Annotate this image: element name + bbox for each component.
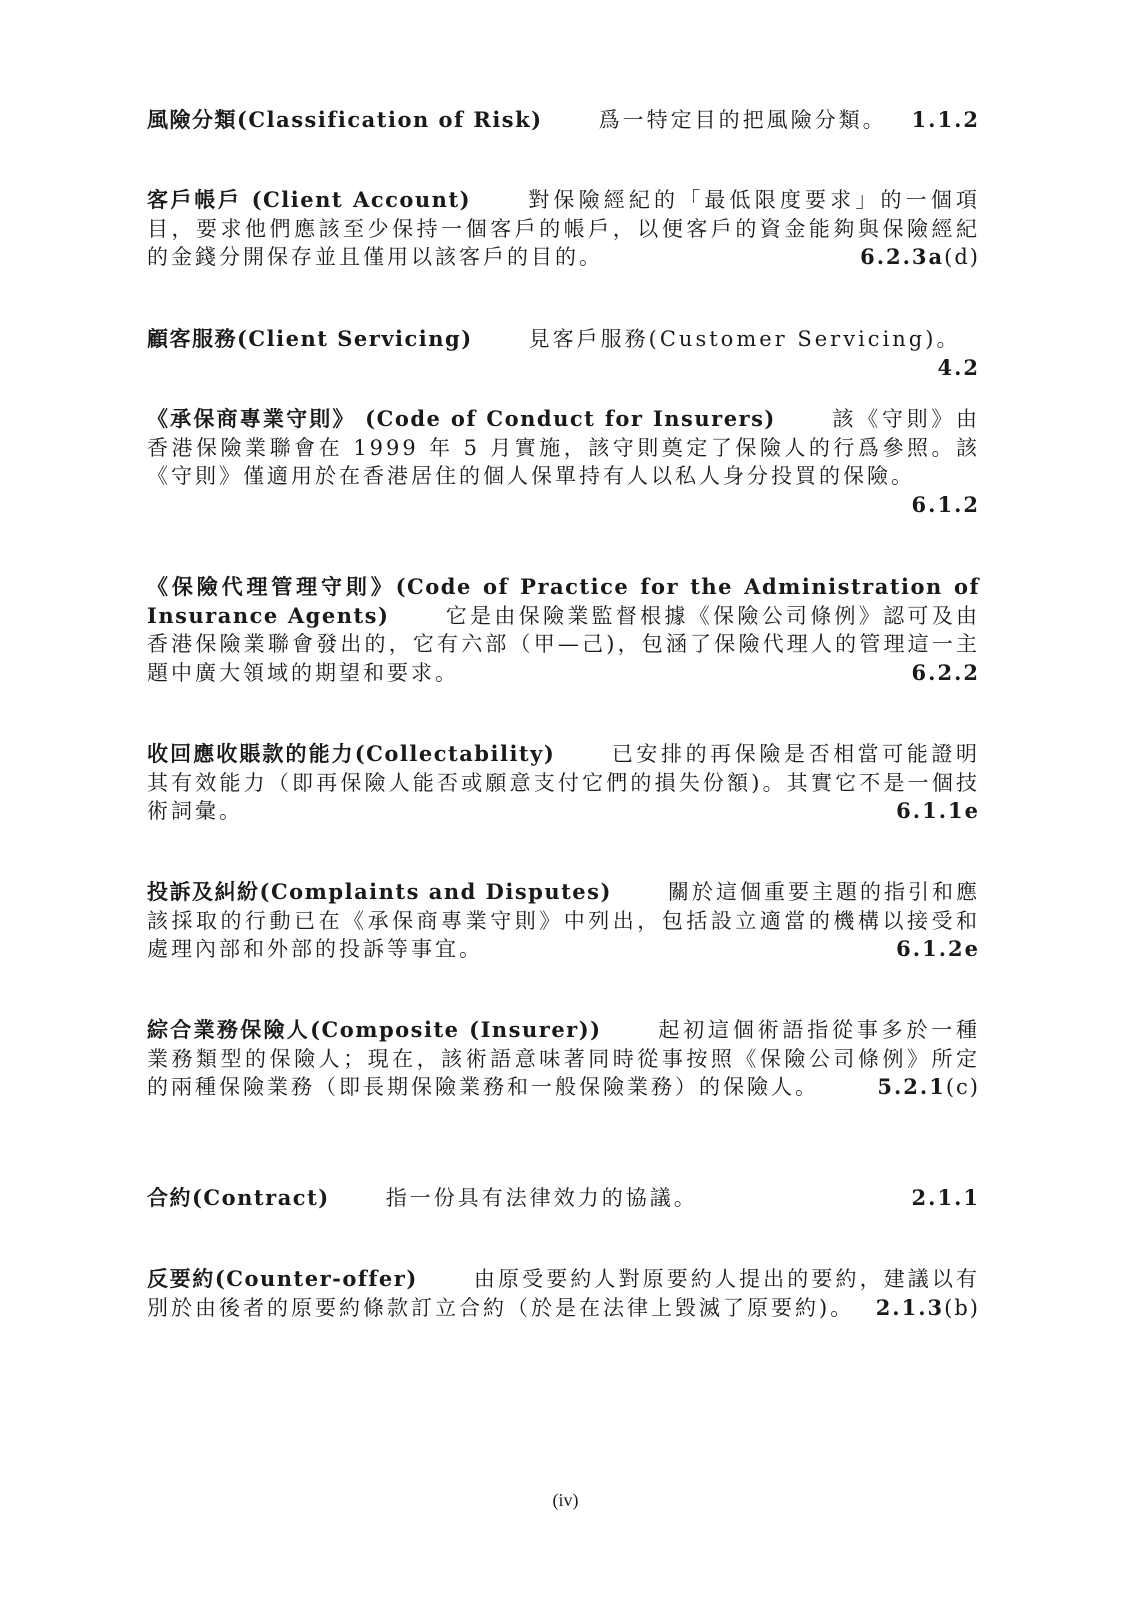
- entry-term: 投訴及糾紛(Complaints and Disputes): [147, 879, 612, 904]
- ref-number: 5.2.1: [877, 1074, 946, 1099]
- ref-number: 4.2: [937, 354, 980, 380]
- entry-reference: [912, 491, 980, 520]
- entry-term: 合約(Contract): [147, 1185, 330, 1210]
- entry-term: 客戶帳戶 (Client Account): [147, 187, 472, 212]
- glossary-entry: [147, 573, 980, 687]
- entry-reference: [912, 106, 980, 135]
- entry-reference: [877, 1073, 980, 1102]
- entry-reference: [896, 935, 980, 964]
- entry-definition: 對保險經紀的「最低限度要求」的一個項目，要求他們應該至少保持一個客戶的帳戶，以便客戶的資金能夠與保險經紀的金錢分開保存並且僅用以該客戶的目的。: [147, 188, 980, 269]
- glossary-entry: [147, 186, 980, 272]
- ref-number: 6.2.3a: [860, 244, 945, 269]
- ref-number: 6.1.1e: [896, 798, 980, 823]
- entry-definition: 爲一特定目的把風險分類。: [598, 108, 887, 132]
- ref-suffix: (d): [944, 245, 980, 269]
- entry-definition: 已安排的再保險是否相當可能證明其有效能力（即再保險人能否或願意支付它們的損失份額)。其實它不是一個技術詞彙。: [147, 742, 980, 823]
- entry-definition: 指一份具有法律效力的協議。: [385, 1186, 698, 1210]
- entry-term: 綜合業務保險人(Composite (Insurer)): [147, 1017, 602, 1042]
- glossary-entry: [147, 1184, 980, 1213]
- entry-definition: 關於這個重要主題的指引和應該採取的行動已在《承保商專業守則》中列出，包括設立適當的機構以接受和處理內部和外部的投訴等事宜。: [147, 880, 980, 961]
- entry-reference: [912, 659, 980, 688]
- entry-reference: [896, 797, 980, 826]
- ref-number: 6.1.2e: [896, 936, 980, 961]
- entry-reference: [937, 354, 980, 383]
- entry-definition: 起初這個術語指從事多於一種業務類型的保險人；現在，該術語意味著同時從事按照《保險公司條例》所定的兩種保險業務（即長期保險業務和一般保險業務）的保險人。: [147, 1018, 981, 1099]
- entry-reference: [876, 1294, 980, 1323]
- entry-reference: [912, 1184, 980, 1213]
- glossary-entry: [147, 740, 980, 826]
- ref-number: 6.2.2: [911, 659, 980, 685]
- entry-definition: 由原受要約人對原要約人提出的要約，建議以有別於由後者的原要約條款訂立合約（於是在法律上毀滅了原要約)。: [147, 1267, 981, 1320]
- ref-number: 2.1.3: [875, 1294, 945, 1320]
- entry-definition: 它是由保險業監督根據《保險公司條例》認可及由香港保險業聯會發出的，它有六部（甲—己)，包涵了保險代理人的管理這一主題中廣大領域的期望和要求。: [147, 603, 980, 685]
- page-number: (iv): [552, 1490, 579, 1510]
- glossary-entry: [147, 1265, 980, 1322]
- ref-number: 2.1.1: [911, 1185, 980, 1210]
- glossary-entry: [147, 405, 980, 519]
- entry-definition: 該《守則》由香港保險業聯會在 1999 年 5 月實施，該守則奠定了保險人的行爲參照。該《守則》僅適用於在香港居住的個人保單持有人以私人身分投買的保險。: [147, 407, 980, 488]
- ref-number: 6.1.2: [911, 491, 980, 517]
- entry-term: 反要約(Counter-offer): [147, 1266, 418, 1291]
- entry-term: 顧客服務(Client Servicing): [147, 326, 473, 351]
- entry-term: 《承保商專業守則》 (Code of Conduct for Insurers): [147, 406, 776, 431]
- glossary-entry: [147, 325, 980, 382]
- entry-term: 風險分類(Classification of Risk): [147, 107, 543, 132]
- entry-term: 收回應收賬款的能力(Collectability): [147, 741, 556, 766]
- entry-term: 《保險代理管理守則》(Code of Practice for the Administration of Insurance Agents): [147, 574, 980, 628]
- entry-reference: [860, 243, 980, 272]
- ref-suffix: (b): [944, 1295, 980, 1320]
- glossary-entry: [147, 106, 980, 135]
- ref-suffix: (c): [945, 1075, 980, 1099]
- glossary-entry: [147, 878, 980, 964]
- ref-number: 1.1.2: [911, 107, 980, 132]
- glossary-entry: [147, 1016, 980, 1102]
- entry-definition: 見客戶服務(Customer Servicing)。: [528, 327, 961, 351]
